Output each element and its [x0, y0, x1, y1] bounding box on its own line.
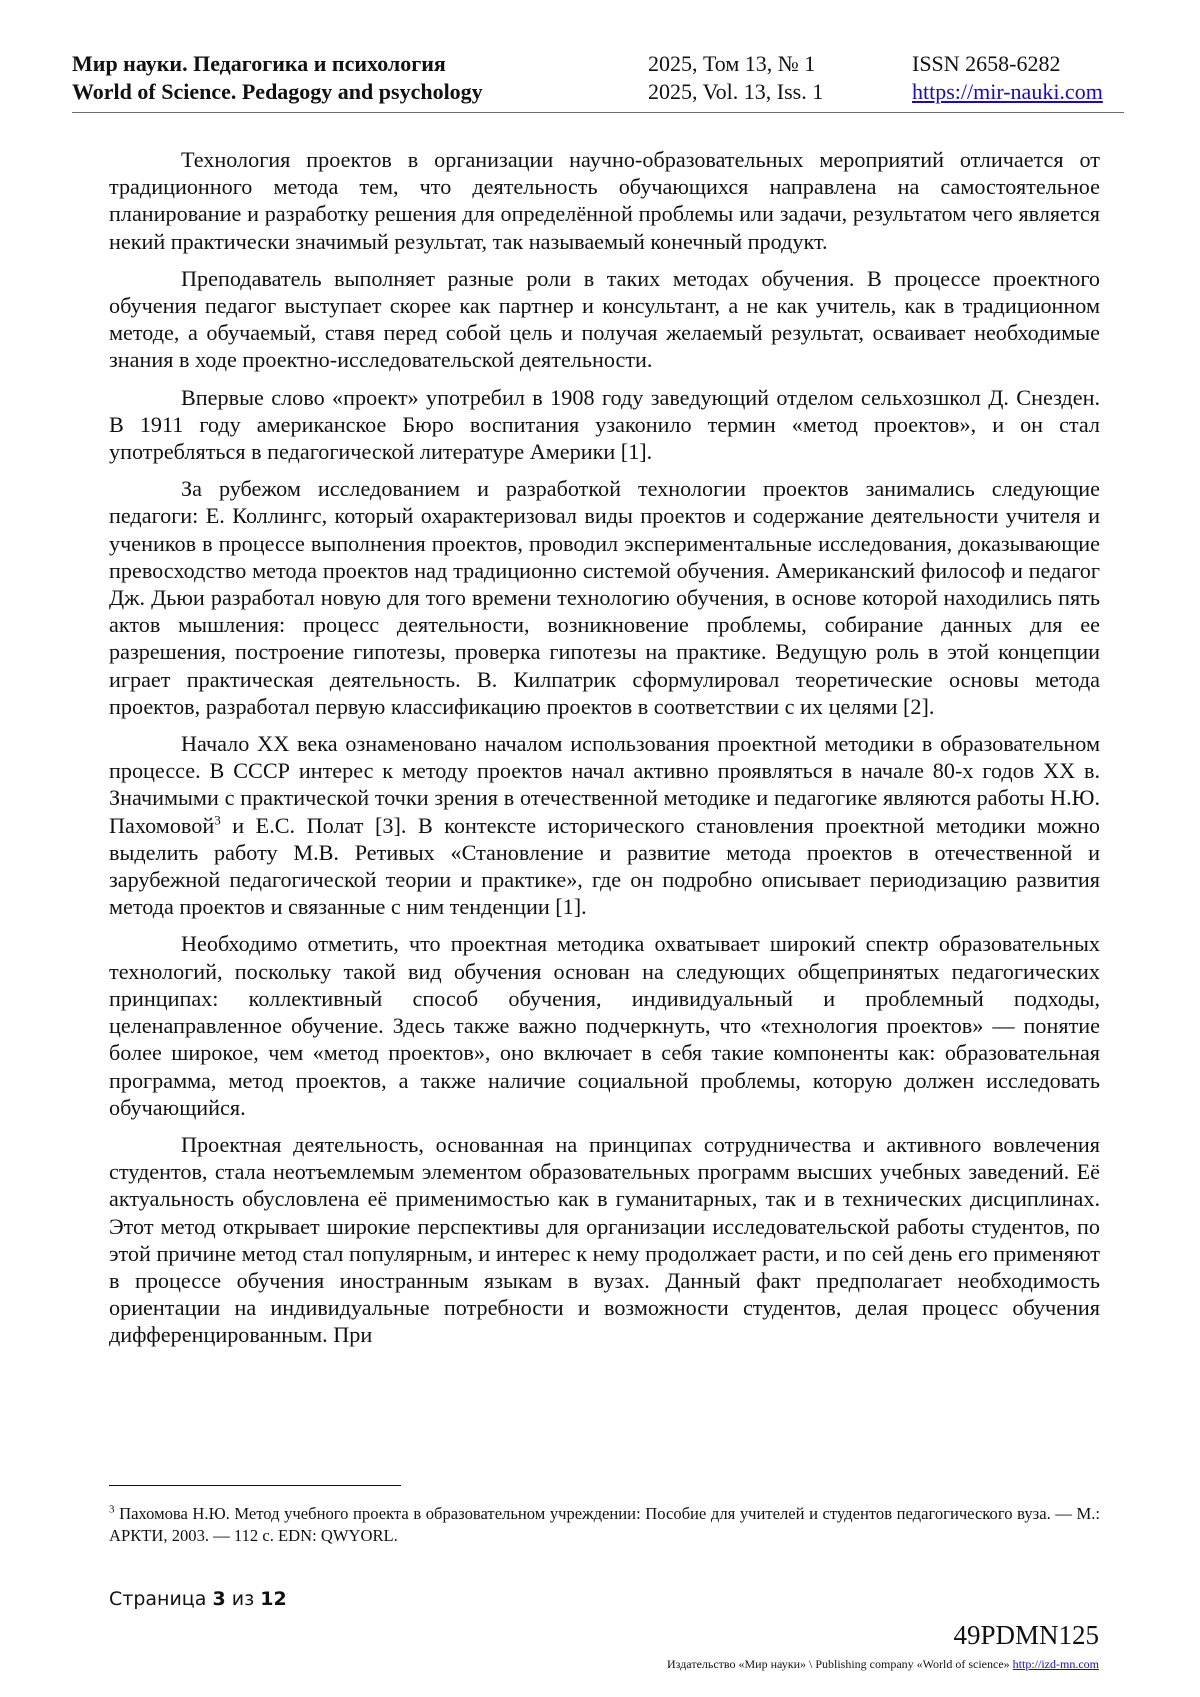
page-label: Страница: [109, 1588, 207, 1610]
paragraph: Необходимо отметить, что проектная методика охватывает широкий спектр образовательных технологий, поскольку такой вид обучения основан на следующих общепринятых педагогических принципах: коллективный способ обучения, индивидуальный и проблемный подходы, целенаправленное обучение. Здесь также важно подчеркнуть, что «технология проектов» — понятие более широкое, чем «метод проектов», оно включает в себя такие компоненты как: образовательная программа, метод проектов, а также наличие социальной проблемы, которую должен исследовать обучающийся.: [109, 931, 1100, 1120]
page-total: 12: [260, 1588, 287, 1610]
footnote-text: Пахомова Н.Ю. Метод учебного проекта в образовательном учреждении: Пособие для учителей и студентов педагогического вуза. — М.: АРКТИ, 2003. — 112 с. EDN: QWYORL.: [109, 1504, 1100, 1545]
publisher-line: [667, 1657, 1099, 1671]
article-code: 49PDMN125: [953, 1620, 1099, 1650]
paragraph-text: и Е.С. Полат [3]. В контексте исторического становления проектной методики можно выделить работу М.В. Ретивых «Становление и развитие метода проектов в отечественной и зарубежной педагогической теории и практике», где он подробно описывает периодизацию развития метода проектов и связанные с ним тенденции [1].: [109, 812, 1100, 920]
issue-en: 2025, Vol. 13, Iss. 1: [648, 79, 824, 104]
issn-block: [912, 50, 1103, 106]
footnote-ref[interactable]: 3: [214, 812, 221, 828]
publisher-link[interactable]: http://izd-mn.com: [1012, 1657, 1099, 1671]
issue-info: [648, 50, 823, 106]
page-current: 3: [212, 1588, 226, 1610]
footnote: [109, 1503, 1100, 1547]
paragraph-with-footnote: [109, 730, 1100, 920]
publisher-text: Издательство «Мир науки» \ Publishing company «World of science»: [667, 1657, 1013, 1671]
paragraph-text: Начало XX века ознаменовано началом использования проектной методики в образовательном процессе. В СССР интерес к методу проектов начал активно проявляться в начале 80-х годов XX в. Значимыми с практической точки зрения в отечественной методике и педагогике являются работы Н.Ю. Пахомовой: [109, 731, 1100, 838]
journal-title-en: World of Science. Pedagogy and psychology: [72, 79, 483, 104]
footnote-number: 3: [109, 1503, 115, 1516]
paragraph: Преподаватель выполняет разные роли в таких методах обучения. В процессе проектного обучения педагог выступает скорее как партнер и консультант, а не как учитель, как в традиционном методе, а обучаемый, ставя перед собой цель и получая желаемый результат, осваивает необходимые знания в ходе проектно-исследовательской деятельности.: [109, 265, 1100, 373]
page-number: [109, 1588, 287, 1610]
page-of: из: [231, 1588, 255, 1610]
issue-ru: 2025, Том 13, № 1: [648, 51, 816, 76]
issn: ISSN 2658-6282: [912, 51, 1061, 76]
journal-title-ru: Мир науки. Педагогика и психология: [72, 51, 446, 76]
journal-url-link[interactable]: https://mir-nauki.com: [912, 79, 1103, 104]
journal-title: [72, 50, 483, 106]
footnote-divider: [109, 1485, 401, 1486]
paragraph: Технология проектов в организации научно-образовательных мероприятий отличается от традиционного метода тем, что деятельность обучающихся направлена на самостоятельное планирование и разработку решения для определённой проблемы или задачи, результатом чего является некий практически значимый результат, так называемый конечный продукт.: [109, 147, 1100, 254]
paragraph: Проектная деятельность, основанная на принципах сотрудничества и активного вовлечения студентов, стала неотъемлемым элементом образовательных программ высших учебных заведений. Её актуальность обусловлена её применимостью как в гуманитарных, так и в технических дисциплинах. Этот метод открывает широкие перспективы для организации исследовательской работы студентов, по этой причине метод стал популярным, и интерес к нему продолжает расти, и по сей день его применяют в процессе обучения иностранным языкам в вузах. Данный факт предполагает необходимость ориентации на индивидуальные потребности и возможности студентов, делая процесс обучения дифференцированным. При: [109, 1131, 1100, 1348]
page-header: [72, 50, 1124, 113]
paragraph: За рубежом исследованием и разработкой технологии проектов занимались следующие педагоги: Е. Коллингс, который охарактеризовал виды проектов и содержание деятельности учителя и учеников в процессе выполнения проектов, проводил экспериментальные исследования, доказывающие превосходство метода проектов над традиционно системой обучения. Американский философ и педагог Дж. Дьюи разработал новую для того времени технологию обучения, в основе которой находились пять актов мышления: процесс деятельности, возникновение проблемы, собирание данных для ее разрешения, построение гипотезы, проверка гипотезы на практике. Ведущую роль в этой концепции играет практическая деятельность. В. Килпатрик сформулировал теоретические основы метода проектов, разработал первую классификацию проектов в соответствии с их целями [2].: [109, 476, 1100, 719]
paragraph: Впервые слово «проект» употребил в 1908 году заведующий отделом сельхозшкол Д. Снезден. В 1911 году американское Бюро воспитания узаконило термин «метод проектов», и он стал употребляться в педагогической литературе Америки [1].: [109, 384, 1100, 465]
article-body: [109, 146, 1100, 1359]
